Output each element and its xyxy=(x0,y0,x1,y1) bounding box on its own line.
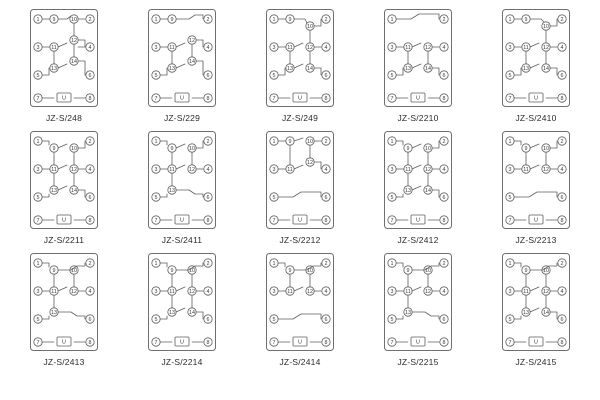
svg-text:9: 9 xyxy=(52,146,56,152)
svg-text:2: 2 xyxy=(324,261,328,267)
diagram-cell-jz-s-2411[interactable] xyxy=(128,128,236,246)
svg-text:1: 1 xyxy=(508,17,512,23)
svg-text:10: 10 xyxy=(543,268,549,274)
svg-text:11: 11 xyxy=(523,167,529,173)
diagram-cell-jz-s-2410[interactable] xyxy=(482,6,590,124)
svg-text:5: 5 xyxy=(272,195,276,201)
diagram-row xyxy=(10,6,590,124)
svg-text:5: 5 xyxy=(272,73,276,79)
svg-text:13: 13 xyxy=(169,188,175,194)
diagram-cell-jz-s-2412[interactable] xyxy=(364,128,472,246)
svg-text:6: 6 xyxy=(324,73,328,79)
svg-text:4: 4 xyxy=(324,167,328,173)
diagram-cell-jz-s-2214[interactable] xyxy=(128,250,236,368)
svg-text:2: 2 xyxy=(560,139,564,145)
svg-text:14: 14 xyxy=(307,66,313,72)
svg-text:11: 11 xyxy=(405,167,411,173)
svg-text:12: 12 xyxy=(543,45,549,51)
diagram-caption: JZ-S/2213 xyxy=(515,235,557,245)
svg-text:2: 2 xyxy=(88,261,92,267)
svg-text:6: 6 xyxy=(206,317,210,323)
svg-text:2: 2 xyxy=(206,139,210,145)
svg-text:10: 10 xyxy=(307,139,313,145)
svg-text:6: 6 xyxy=(88,195,92,201)
svg-text:3: 3 xyxy=(154,45,158,51)
svg-text:3: 3 xyxy=(272,289,276,295)
svg-text:11: 11 xyxy=(169,45,175,51)
svg-text:8: 8 xyxy=(442,340,446,346)
coil-label: U xyxy=(534,95,538,102)
svg-text:9: 9 xyxy=(288,139,292,145)
svg-text:8: 8 xyxy=(442,96,446,102)
svg-text:2: 2 xyxy=(324,139,328,145)
diagram-cell-jz-s-2212[interactable] xyxy=(246,128,354,246)
svg-text:7: 7 xyxy=(390,340,394,346)
svg-text:7: 7 xyxy=(154,96,158,102)
coil-label: U xyxy=(298,339,302,346)
coil-label: U xyxy=(180,339,184,346)
diagram-caption: JZ-S/249 xyxy=(281,113,319,123)
svg-text:6: 6 xyxy=(88,73,92,79)
svg-text:7: 7 xyxy=(390,218,394,224)
svg-text:3: 3 xyxy=(508,289,512,295)
svg-text:5: 5 xyxy=(390,73,394,79)
diagram-cell-jz-s-2415[interactable] xyxy=(482,250,590,368)
svg-text:5: 5 xyxy=(36,317,40,323)
relay-schematic xyxy=(499,250,573,354)
svg-text:7: 7 xyxy=(272,96,276,102)
relay-schematic xyxy=(263,128,337,232)
svg-text:9: 9 xyxy=(524,268,528,274)
svg-text:11: 11 xyxy=(169,167,175,173)
svg-text:12: 12 xyxy=(71,38,77,44)
diagram-caption: JZ-S/2212 xyxy=(279,235,321,245)
svg-text:2: 2 xyxy=(206,261,210,267)
diagram-caption: JZ-S/2415 xyxy=(515,357,557,367)
svg-text:2: 2 xyxy=(442,261,446,267)
svg-text:10: 10 xyxy=(71,268,77,274)
svg-text:1: 1 xyxy=(390,17,394,23)
svg-text:2: 2 xyxy=(560,261,564,267)
svg-text:4: 4 xyxy=(442,289,446,295)
diagram-caption: JZ-S/2214 xyxy=(161,357,203,367)
svg-text:2: 2 xyxy=(442,17,446,23)
svg-text:12: 12 xyxy=(425,45,431,51)
coil-label: U xyxy=(62,339,66,346)
svg-text:13: 13 xyxy=(287,66,293,72)
svg-text:1: 1 xyxy=(272,261,276,267)
svg-text:1: 1 xyxy=(390,261,394,267)
svg-text:12: 12 xyxy=(425,289,431,295)
svg-text:3: 3 xyxy=(272,45,276,51)
coil-label: U xyxy=(416,217,420,224)
svg-text:11: 11 xyxy=(287,289,293,295)
svg-text:3: 3 xyxy=(508,45,512,51)
svg-text:3: 3 xyxy=(154,167,158,173)
svg-text:5: 5 xyxy=(390,195,394,201)
diagram-caption: JZ-S/2413 xyxy=(43,357,85,367)
diagram-caption: JZ-S/2211 xyxy=(43,235,85,245)
svg-text:11: 11 xyxy=(405,289,411,295)
svg-text:3: 3 xyxy=(390,167,394,173)
svg-text:12: 12 xyxy=(189,38,195,44)
svg-text:12: 12 xyxy=(71,167,77,173)
svg-text:7: 7 xyxy=(154,340,158,346)
diagram-caption: JZ-S/2215 xyxy=(397,357,439,367)
svg-text:4: 4 xyxy=(560,45,564,51)
svg-text:8: 8 xyxy=(324,340,328,346)
diagram-row xyxy=(10,250,590,368)
svg-text:8: 8 xyxy=(324,218,328,224)
relay-schematic xyxy=(499,128,573,232)
svg-text:9: 9 xyxy=(52,17,56,23)
svg-text:3: 3 xyxy=(390,289,394,295)
relay-schematic xyxy=(263,250,337,354)
svg-text:8: 8 xyxy=(206,96,210,102)
svg-text:8: 8 xyxy=(560,340,564,346)
svg-text:4: 4 xyxy=(324,289,328,295)
svg-text:11: 11 xyxy=(51,167,57,173)
relay-schematic xyxy=(27,128,101,232)
coil-label: U xyxy=(534,217,538,224)
svg-text:12: 12 xyxy=(71,289,77,295)
svg-text:12: 12 xyxy=(307,160,313,166)
svg-text:9: 9 xyxy=(406,146,410,152)
svg-text:10: 10 xyxy=(543,24,549,30)
diagram-row xyxy=(10,128,590,246)
relay-schematic xyxy=(263,6,337,110)
svg-text:12: 12 xyxy=(543,289,549,295)
svg-text:3: 3 xyxy=(36,289,40,295)
svg-text:13: 13 xyxy=(405,66,411,72)
svg-text:11: 11 xyxy=(405,45,411,51)
svg-text:6: 6 xyxy=(324,317,328,323)
svg-text:13: 13 xyxy=(523,66,529,72)
diagram-cell-jz-s-248[interactable] xyxy=(10,6,118,124)
svg-text:2: 2 xyxy=(442,139,446,145)
svg-text:4: 4 xyxy=(206,45,210,51)
svg-text:8: 8 xyxy=(560,218,564,224)
coil-label: U xyxy=(180,217,184,224)
svg-text:4: 4 xyxy=(324,45,328,51)
svg-text:10: 10 xyxy=(307,24,313,30)
svg-text:7: 7 xyxy=(508,96,512,102)
svg-text:5: 5 xyxy=(508,317,512,323)
svg-text:5: 5 xyxy=(272,317,276,323)
svg-text:9: 9 xyxy=(170,17,174,23)
svg-text:10: 10 xyxy=(71,17,77,23)
diagram-cell-jz-s-2213[interactable] xyxy=(482,128,590,246)
svg-text:11: 11 xyxy=(287,45,293,51)
svg-text:2: 2 xyxy=(560,17,564,23)
svg-text:8: 8 xyxy=(88,96,92,102)
diagram-caption: JZ-S/2414 xyxy=(279,357,321,367)
svg-text:4: 4 xyxy=(88,289,92,295)
svg-text:13: 13 xyxy=(51,188,57,194)
svg-text:3: 3 xyxy=(36,167,40,173)
coil-label: U xyxy=(298,95,302,102)
svg-text:10: 10 xyxy=(425,268,431,274)
svg-text:13: 13 xyxy=(405,310,411,316)
svg-text:1: 1 xyxy=(154,139,158,145)
svg-text:13: 13 xyxy=(523,310,529,316)
svg-text:10: 10 xyxy=(71,146,77,152)
svg-text:8: 8 xyxy=(560,96,564,102)
svg-text:13: 13 xyxy=(169,310,175,316)
svg-text:7: 7 xyxy=(272,218,276,224)
relay-schematic xyxy=(381,128,455,232)
svg-text:5: 5 xyxy=(508,73,512,79)
svg-text:6: 6 xyxy=(206,195,210,201)
relay-schematic xyxy=(145,128,219,232)
diagram-caption: JZ-S/229 xyxy=(163,113,201,123)
svg-text:6: 6 xyxy=(324,195,328,201)
relay-schematic xyxy=(381,6,455,110)
svg-text:5: 5 xyxy=(36,73,40,79)
coil-label: U xyxy=(62,95,66,102)
svg-text:5: 5 xyxy=(154,73,158,79)
svg-text:2: 2 xyxy=(88,17,92,23)
diagram-caption: JZ-S/2210 xyxy=(397,113,439,123)
svg-text:1: 1 xyxy=(272,17,276,23)
svg-text:10: 10 xyxy=(307,268,313,274)
svg-text:11: 11 xyxy=(51,45,57,51)
svg-text:9: 9 xyxy=(170,146,174,152)
coil-label: U xyxy=(298,217,302,224)
svg-text:6: 6 xyxy=(560,195,564,201)
svg-text:1: 1 xyxy=(36,261,40,267)
svg-text:14: 14 xyxy=(189,310,195,316)
svg-text:9: 9 xyxy=(406,268,410,274)
svg-text:6: 6 xyxy=(442,195,446,201)
coil-label: U xyxy=(180,95,184,102)
coil-label: U xyxy=(416,95,420,102)
diagram-grid xyxy=(10,6,590,368)
relay-schematic xyxy=(27,250,101,354)
svg-text:7: 7 xyxy=(390,96,394,102)
relay-schematic xyxy=(499,6,573,110)
diagram-cell-jz-s-229[interactable] xyxy=(128,6,236,124)
svg-text:13: 13 xyxy=(169,66,175,72)
svg-text:1: 1 xyxy=(154,261,158,267)
svg-text:5: 5 xyxy=(390,317,394,323)
svg-text:12: 12 xyxy=(425,167,431,173)
svg-text:6: 6 xyxy=(442,73,446,79)
svg-text:3: 3 xyxy=(154,289,158,295)
svg-text:8: 8 xyxy=(88,340,92,346)
svg-text:14: 14 xyxy=(543,310,549,316)
svg-text:11: 11 xyxy=(523,289,529,295)
svg-text:10: 10 xyxy=(189,146,195,152)
svg-text:5: 5 xyxy=(36,195,40,201)
svg-text:14: 14 xyxy=(71,188,77,194)
svg-text:7: 7 xyxy=(36,96,40,102)
svg-text:6: 6 xyxy=(88,317,92,323)
svg-text:6: 6 xyxy=(206,73,210,79)
svg-text:9: 9 xyxy=(288,268,292,274)
svg-text:3: 3 xyxy=(390,45,394,51)
svg-text:1: 1 xyxy=(390,139,394,145)
svg-text:11: 11 xyxy=(51,289,57,295)
diagram-caption: JZ-S/248 xyxy=(45,113,83,123)
svg-text:12: 12 xyxy=(307,45,313,51)
svg-text:9: 9 xyxy=(524,146,528,152)
svg-text:1: 1 xyxy=(272,139,276,145)
svg-text:2: 2 xyxy=(324,17,328,23)
relay-schematic xyxy=(27,6,101,110)
svg-text:7: 7 xyxy=(508,218,512,224)
svg-text:6: 6 xyxy=(442,317,446,323)
svg-text:13: 13 xyxy=(51,66,57,72)
relay-schematic xyxy=(145,6,219,110)
svg-text:4: 4 xyxy=(560,289,564,295)
svg-text:10: 10 xyxy=(425,146,431,152)
relay-schematic xyxy=(145,250,219,354)
svg-text:8: 8 xyxy=(88,218,92,224)
svg-text:14: 14 xyxy=(425,188,431,194)
svg-text:3: 3 xyxy=(508,167,512,173)
svg-text:12: 12 xyxy=(543,167,549,173)
svg-text:9: 9 xyxy=(288,17,292,23)
diagram-caption: JZ-S/2412 xyxy=(397,235,439,245)
coil-label: U xyxy=(62,217,66,224)
svg-text:13: 13 xyxy=(405,188,411,194)
svg-text:7: 7 xyxy=(272,340,276,346)
svg-text:1: 1 xyxy=(508,261,512,267)
svg-text:7: 7 xyxy=(36,218,40,224)
svg-text:8: 8 xyxy=(442,218,446,224)
svg-text:13: 13 xyxy=(51,310,57,316)
svg-text:14: 14 xyxy=(71,59,77,65)
svg-text:11: 11 xyxy=(287,167,293,173)
svg-text:4: 4 xyxy=(442,45,446,51)
svg-text:2: 2 xyxy=(206,17,210,23)
coil-label: U xyxy=(534,339,538,346)
svg-text:9: 9 xyxy=(170,268,174,274)
svg-text:14: 14 xyxy=(543,66,549,72)
svg-text:7: 7 xyxy=(36,340,40,346)
diagram-cell-jz-s-2414[interactable] xyxy=(246,250,354,368)
diagram-cell-jz-s-2211[interactable] xyxy=(10,128,118,246)
svg-text:1: 1 xyxy=(154,17,158,23)
svg-text:1: 1 xyxy=(508,139,512,145)
svg-text:2: 2 xyxy=(88,139,92,145)
svg-text:5: 5 xyxy=(508,195,512,201)
svg-text:1: 1 xyxy=(36,17,40,23)
svg-text:9: 9 xyxy=(524,17,528,23)
diagram-caption: JZ-S/2411 xyxy=(161,235,203,245)
svg-text:5: 5 xyxy=(154,317,158,323)
svg-text:1: 1 xyxy=(36,139,40,145)
svg-text:12: 12 xyxy=(307,289,313,295)
svg-text:10: 10 xyxy=(543,146,549,152)
svg-text:4: 4 xyxy=(88,45,92,51)
diagram-cell-jz-s-2210[interactable] xyxy=(364,6,472,124)
svg-text:9: 9 xyxy=(52,268,56,274)
diagram-caption: JZ-S/2410 xyxy=(515,113,557,123)
svg-text:14: 14 xyxy=(425,66,431,72)
svg-text:8: 8 xyxy=(206,218,210,224)
svg-text:11: 11 xyxy=(169,289,175,295)
svg-text:11: 11 xyxy=(523,45,529,51)
svg-text:12: 12 xyxy=(189,167,195,173)
svg-text:14: 14 xyxy=(189,59,195,65)
svg-text:5: 5 xyxy=(154,195,158,201)
svg-text:4: 4 xyxy=(206,289,210,295)
diagram-cell-jz-s-249[interactable] xyxy=(246,6,354,124)
svg-text:7: 7 xyxy=(154,218,158,224)
coil-label: U xyxy=(416,339,420,346)
svg-text:4: 4 xyxy=(560,167,564,173)
svg-text:4: 4 xyxy=(88,167,92,173)
relay-schematic xyxy=(381,250,455,354)
svg-text:3: 3 xyxy=(36,45,40,51)
svg-text:7: 7 xyxy=(508,340,512,346)
svg-text:4: 4 xyxy=(206,167,210,173)
svg-text:10: 10 xyxy=(189,268,195,274)
svg-text:4: 4 xyxy=(442,167,446,173)
svg-text:6: 6 xyxy=(560,73,564,79)
svg-text:6: 6 xyxy=(560,317,564,323)
diagram-cell-jz-s-2215[interactable] xyxy=(364,250,472,368)
svg-text:12: 12 xyxy=(189,289,195,295)
diagram-cell-jz-s-2413[interactable] xyxy=(10,250,118,368)
svg-text:8: 8 xyxy=(324,96,328,102)
svg-text:8: 8 xyxy=(206,340,210,346)
svg-text:3: 3 xyxy=(272,167,276,173)
